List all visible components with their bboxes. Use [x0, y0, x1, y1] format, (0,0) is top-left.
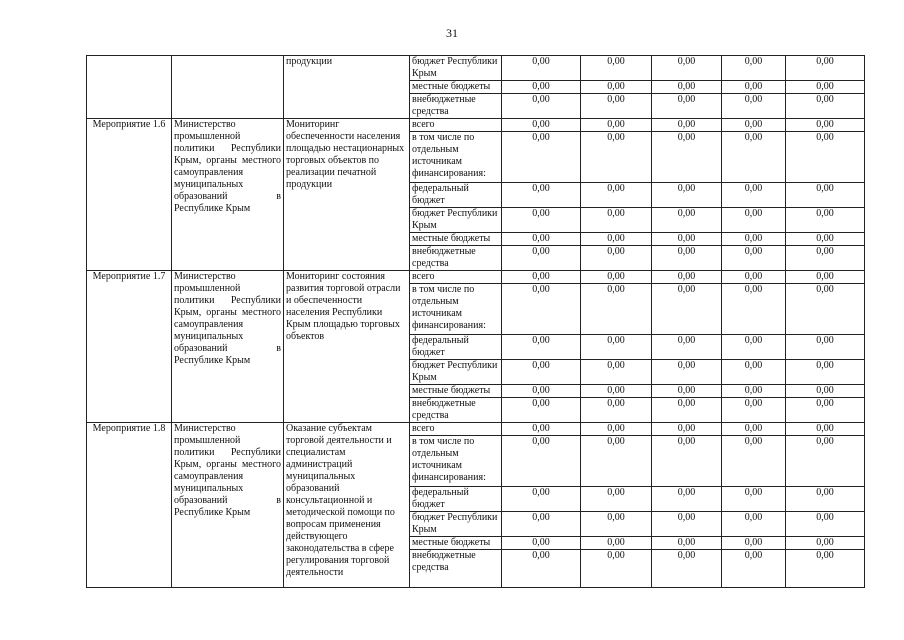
amount-cell: 0,00: [722, 119, 786, 132]
amount-cell: 0,00: [502, 486, 581, 511]
amount-cell: 0,00: [652, 537, 722, 550]
funding-source-cell: [410, 271, 502, 284]
page-number: 31: [446, 26, 458, 40]
amount-cell: 0,00: [502, 56, 581, 81]
table-row: [87, 271, 865, 284]
amount-cell: 0,00: [502, 207, 581, 232]
amount-cell: 0,00: [786, 246, 865, 271]
executor-cell: Министерство промышленной политики Республики Крым, органы местного самоуправления муниципальных образований в Республике Крым: [172, 119, 284, 271]
funding-source-cell: [410, 233, 502, 246]
amount-cell: 0,00: [581, 436, 652, 486]
funding-source-label: местные бюджеты: [412, 233, 491, 245]
executor-cell: [172, 56, 284, 119]
amount-cell: 0,00: [581, 550, 652, 588]
funding-source-cell: [410, 537, 502, 550]
funding-source-cell: [410, 486, 502, 511]
funding-source-cell: [410, 56, 502, 81]
funding-source-label: внебюджетные средства: [412, 398, 476, 422]
executor-cell: Министерство промышленной политики Республики Крым, органы местного самоуправления муниципальных образований в Республике Крым: [172, 423, 284, 588]
activity-cell: Мероприятие 1.7: [87, 271, 172, 423]
amount-cell: 0,00: [502, 385, 581, 398]
amount-cell: 0,00: [652, 359, 722, 384]
amount-cell: 0,00: [786, 132, 865, 182]
amount-cell: 0,00: [722, 132, 786, 182]
table-row: [87, 423, 865, 436]
funding-source-label: бюджет Республики Крым: [412, 511, 498, 535]
amount-cell: 0,00: [722, 550, 786, 588]
funding-table: [86, 55, 865, 588]
funding-source-label: в том числе по отдельным источникам финансирования:: [412, 436, 486, 484]
amount-cell: 0,00: [722, 423, 786, 436]
amount-cell: 0,00: [502, 94, 581, 119]
amount-cell: 0,00: [652, 94, 722, 119]
amount-cell: 0,00: [581, 359, 652, 384]
activity-cell: Мероприятие 1.6: [87, 119, 172, 271]
amount-cell: 0,00: [581, 385, 652, 398]
funding-source-cell: [410, 359, 502, 384]
amount-cell: 0,00: [652, 284, 722, 334]
amount-cell: 0,00: [786, 271, 865, 284]
amount-cell: 0,00: [581, 132, 652, 182]
funding-source-label: федеральный бюджет: [412, 334, 469, 358]
amount-cell: 0,00: [581, 56, 652, 81]
table-row: [87, 56, 865, 81]
funding-source-cell: [410, 550, 502, 588]
funding-source-label: всего: [412, 271, 435, 283]
amount-cell: 0,00: [786, 207, 865, 232]
funding-source-label: местные бюджеты: [412, 81, 491, 93]
amount-cell: 0,00: [786, 511, 865, 536]
amount-cell: 0,00: [581, 81, 652, 94]
amount-cell: 0,00: [502, 119, 581, 132]
amount-cell: 0,00: [722, 511, 786, 536]
amount-cell: 0,00: [786, 537, 865, 550]
funding-source-label: бюджет Республики Крым: [412, 207, 498, 231]
amount-cell: 0,00: [722, 284, 786, 334]
description-cell: Мониторинг состояния развития торговой отрасли и обеспеченности населения Республики Крым площадью торговых объектов: [284, 271, 410, 423]
amount-cell: 0,00: [722, 334, 786, 359]
amount-cell: 0,00: [652, 132, 722, 182]
funding-source-cell: [410, 246, 502, 271]
amount-cell: 0,00: [722, 486, 786, 511]
amount-cell: 0,00: [581, 182, 652, 207]
amount-cell: 0,00: [652, 550, 722, 588]
amount-cell: 0,00: [581, 233, 652, 246]
funding-source-cell: [410, 398, 502, 423]
amount-cell: 0,00: [652, 511, 722, 536]
amount-cell: 0,00: [722, 182, 786, 207]
amount-cell: 0,00: [502, 81, 581, 94]
amount-cell: 0,00: [652, 56, 722, 81]
funding-source-cell: [410, 94, 502, 119]
funding-source-label: всего: [412, 119, 435, 131]
amount-cell: 0,00: [652, 486, 722, 511]
amount-cell: 0,00: [652, 423, 722, 436]
funding-source-cell: [410, 207, 502, 232]
amount-cell: 0,00: [581, 246, 652, 271]
amount-cell: 0,00: [722, 56, 786, 81]
amount-cell: 0,00: [652, 246, 722, 271]
amount-cell: 0,00: [786, 233, 865, 246]
amount-cell: 0,00: [786, 423, 865, 436]
amount-cell: 0,00: [652, 334, 722, 359]
description-cell: Оказание субъектам торговой деятельности и специалистам администраций муниципальных образований консультационной и методической помощи по вопросам применения действующего законодательства в сфере регулирования торговой деятельности: [284, 423, 410, 588]
amount-cell: 0,00: [722, 537, 786, 550]
amount-cell: 0,00: [502, 398, 581, 423]
amount-cell: 0,00: [502, 436, 581, 486]
amount-cell: 0,00: [786, 385, 865, 398]
funding-source-label: бюджет Республики Крым: [412, 56, 498, 79]
funding-source-cell: [410, 511, 502, 536]
amount-cell: 0,00: [502, 246, 581, 271]
amount-cell: 0,00: [786, 359, 865, 384]
funding-source-label: местные бюджеты: [412, 385, 491, 397]
description-cell: продукции: [284, 56, 410, 119]
amount-cell: 0,00: [722, 246, 786, 271]
amount-cell: 0,00: [786, 436, 865, 486]
amount-cell: 0,00: [722, 94, 786, 119]
amount-cell: 0,00: [502, 537, 581, 550]
amount-cell: 0,00: [722, 207, 786, 232]
funding-source-cell: [410, 423, 502, 436]
executor-cell: Министерство промышленной политики Республики Крым, органы местного самоуправления муниципальных образований в Республике Крым: [172, 271, 284, 423]
amount-cell: 0,00: [502, 271, 581, 284]
amount-cell: 0,00: [786, 398, 865, 423]
amount-cell: 0,00: [652, 436, 722, 486]
amount-cell: 0,00: [581, 398, 652, 423]
amount-cell: 0,00: [652, 271, 722, 284]
funding-source-cell: [410, 334, 502, 359]
amount-cell: 0,00: [502, 132, 581, 182]
amount-cell: 0,00: [786, 334, 865, 359]
funding-source-cell: [410, 132, 502, 182]
funding-source-label: внебюджетные средства: [412, 94, 476, 118]
amount-cell: 0,00: [581, 207, 652, 232]
amount-cell: 0,00: [786, 284, 865, 334]
amount-cell: 0,00: [652, 207, 722, 232]
funding-table-body: [87, 56, 865, 588]
amount-cell: 0,00: [722, 398, 786, 423]
funding-source-cell: [410, 81, 502, 94]
amount-cell: 0,00: [581, 271, 652, 284]
amount-cell: 0,00: [581, 94, 652, 119]
funding-source-cell: [410, 385, 502, 398]
amount-cell: 0,00: [722, 271, 786, 284]
funding-source-label: местные бюджеты: [412, 537, 491, 549]
activity-cell: Мероприятие 1.8: [87, 423, 172, 588]
funding-source-label: в том числе по отдельным источникам финансирования:: [412, 132, 486, 180]
amount-cell: 0,00: [786, 94, 865, 119]
amount-cell: 0,00: [722, 436, 786, 486]
amount-cell: 0,00: [786, 550, 865, 588]
funding-source-label: в том числе по отдельным источникам финансирования:: [412, 284, 486, 332]
amount-cell: 0,00: [652, 119, 722, 132]
amount-cell: 0,00: [581, 486, 652, 511]
funding-source-cell: [410, 119, 502, 132]
amount-cell: 0,00: [581, 537, 652, 550]
funding-source-cell: [410, 436, 502, 486]
amount-cell: 0,00: [652, 233, 722, 246]
amount-cell: 0,00: [722, 385, 786, 398]
funding-source-label: всего: [412, 423, 435, 435]
funding-source-label: федеральный бюджет: [412, 182, 469, 206]
amount-cell: 0,00: [502, 233, 581, 246]
amount-cell: 0,00: [502, 511, 581, 536]
funding-source-cell: [410, 182, 502, 207]
amount-cell: 0,00: [652, 81, 722, 94]
amount-cell: 0,00: [722, 81, 786, 94]
amount-cell: 0,00: [581, 284, 652, 334]
amount-cell: 0,00: [581, 334, 652, 359]
amount-cell: 0,00: [502, 423, 581, 436]
amount-cell: 0,00: [786, 182, 865, 207]
amount-cell: 0,00: [652, 385, 722, 398]
funding-source-label: внебюджетные средства: [412, 246, 476, 270]
amount-cell: 0,00: [502, 182, 581, 207]
amount-cell: 0,00: [786, 119, 865, 132]
amount-cell: 0,00: [786, 81, 865, 94]
amount-cell: 0,00: [581, 511, 652, 536]
amount-cell: 0,00: [722, 233, 786, 246]
amount-cell: 0,00: [502, 334, 581, 359]
amount-cell: 0,00: [581, 119, 652, 132]
amount-cell: 0,00: [652, 182, 722, 207]
amount-cell: 0,00: [502, 359, 581, 384]
amount-cell: 0,00: [786, 56, 865, 81]
amount-cell: 0,00: [502, 284, 581, 334]
table-row: [87, 119, 865, 132]
amount-cell: 0,00: [502, 550, 581, 588]
funding-source-label: внебюджетные средства: [412, 550, 476, 574]
activity-cell: [87, 56, 172, 119]
description-cell: Мониторинг обеспеченности населения площадью нестационарных торговых объектов по реализации печатной продукции: [284, 119, 410, 271]
amount-cell: 0,00: [581, 423, 652, 436]
funding-source-cell: [410, 284, 502, 334]
amount-cell: 0,00: [786, 486, 865, 511]
funding-source-label: бюджет Республики Крым: [412, 359, 498, 383]
amount-cell: 0,00: [722, 359, 786, 384]
funding-source-label: федеральный бюджет: [412, 486, 469, 510]
amount-cell: 0,00: [652, 398, 722, 423]
